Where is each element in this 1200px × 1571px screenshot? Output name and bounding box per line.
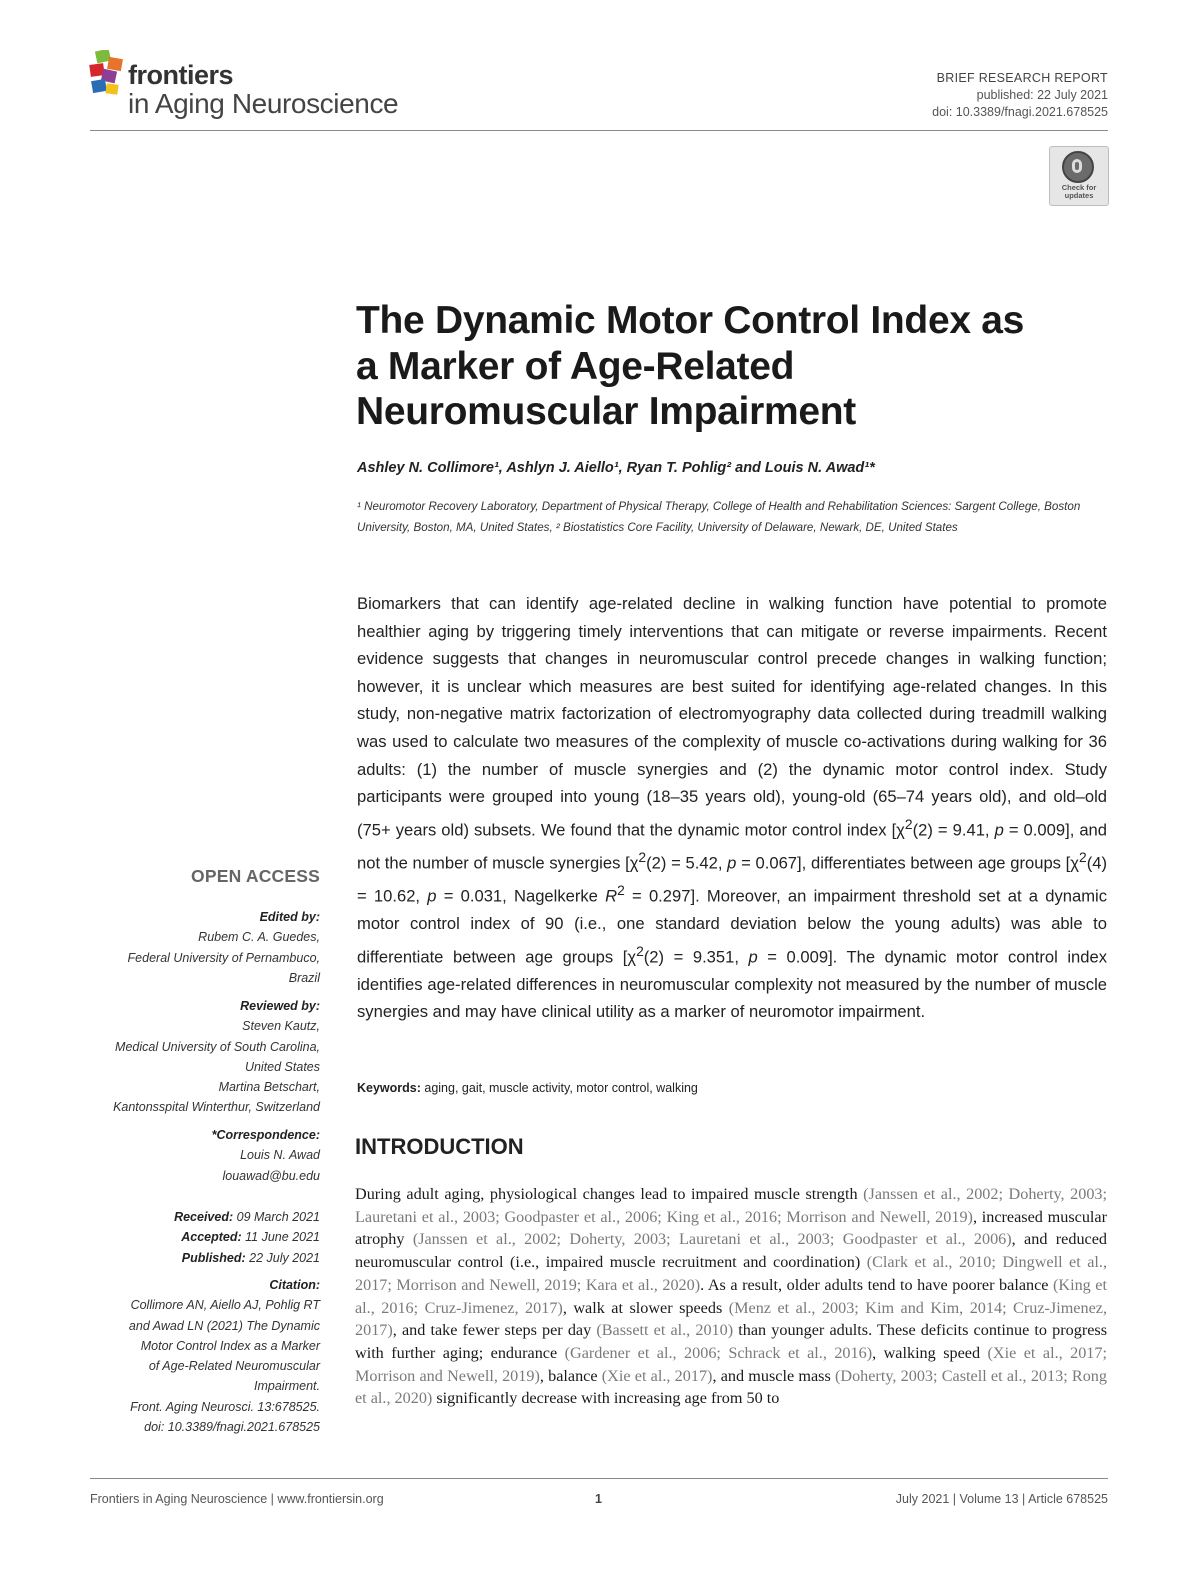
abstract-text: (4) = 10.62, [357, 853, 1107, 906]
intro-text: , walk at slower speeds [562, 1298, 729, 1317]
received-line [174, 1207, 320, 1227]
keywords-label: Keywords: [357, 1081, 421, 1095]
accepted-line [174, 1227, 320, 1247]
introduction-body [355, 1183, 1107, 1410]
abstract-text: (2) = 9.41, [912, 820, 995, 840]
abstract-text: Biomarkers that can identify age-related decline in walking function have potential to promote healthier aging by triggering timely interventions that can mitigate or reverse impairments. Recent evidence suggests that changes in neuromuscular control precede changes in walking function; however, it is unclear which measures are best suited for identifying age-related changes. In this study, non-negative matrix factorization of electromyography data collected during treadmill walking was used to calculate two measures of the complexity of muscle co-activations during walking for 36 adults: (1) the number of muscle synergies and (2) the dynamic motor control index. Study participants were grouped into young (18–35 years old), young-old (65–74 years old), and old–old (75+ years old) subsets. We found that the dynamic motor control index [χ [357, 594, 1107, 840]
intro-text: , and reduced neuromuscular control (i.e., impaired muscle recruitment and coordination) [355, 1230, 1108, 1272]
r-symbol: R [605, 886, 618, 906]
correspondence-label: *Correspondence: [211, 1128, 320, 1142]
journal-name: in Aging Neuroscience [128, 88, 399, 119]
journal-logo-mark [88, 50, 128, 100]
received-label: Received: [174, 1210, 234, 1224]
citation-reference-link[interactable]: (Bassett et al., 2010) [596, 1321, 734, 1340]
abstract-text: (2) = 9.351, [643, 947, 749, 967]
page-number: 1 [595, 1492, 602, 1506]
reviewed-by-label: Reviewed by: [240, 999, 320, 1013]
keywords-list: aging, gait, muscle activity, motor control, walking [420, 1081, 698, 1095]
title-line-1: The Dynamic Motor Control Index as [356, 299, 1025, 342]
reviewer-affiliation: Kantonsspital Winterthur, Switzerland [113, 1100, 320, 1115]
abstract-text: = 0.067], differentiates between age groups [χ [736, 853, 1080, 873]
citation-reference-link[interactable]: (Gardener et al., 2006; Schrack et al., 2016) [564, 1343, 873, 1362]
title-line-3: Neuromuscular Impairment [356, 390, 856, 433]
published-line: published: 22 July 2021 [976, 88, 1108, 102]
p-symbol: p [994, 820, 1004, 840]
published-label: Published: [181, 1250, 246, 1265]
received-date: 09 March 2021 [233, 1210, 320, 1224]
abstract-text: = 0.009], and not the number of muscle synergies [χ [357, 820, 1108, 873]
doi-line[interactable]: doi: 10.3389/fnagi.2021.678525 [932, 105, 1108, 119]
update-icon [1062, 151, 1094, 183]
citation-reference-link[interactable]: (Doherty, 2003; Castell et al., 2013; Rong et al., 2020) [355, 1366, 1107, 1408]
article-meta-header [932, 70, 1108, 121]
intro-text: , and muscle mass [712, 1366, 835, 1385]
author-list: Ashley N. Collimore¹, Ashlyn J. Aiello¹, Ryan T. Pohlig² and Louis N. Awad¹* [357, 460, 875, 476]
published-date: 22 July 2021 [245, 1250, 320, 1265]
superscript: 2 [638, 848, 647, 865]
editor-block [128, 907, 320, 988]
published-line [174, 1248, 320, 1268]
citation-line: Front. Aging Neurosci. 13:678525. [130, 1399, 320, 1414]
superscript: 2 [904, 815, 913, 832]
affiliations: ¹ Neuromotor Recovery Laboratory, Department of Physical Therapy, College of Health and Rehabilitation Sciences: Sargent College, Boston University, Boston, MA, United States, ² Biostatistics Core Facility, University of Delaware, Newark, DE, United States [357, 500, 1081, 534]
citation-reference-link[interactable]: (Xie et al., 2017) [601, 1366, 713, 1385]
reviewer-affiliation: Medical University of South Carolina, [115, 1039, 320, 1054]
editor-name: Rubem C. A. Guedes, [198, 930, 320, 945]
intro-text: , balance [539, 1366, 602, 1385]
abstract-text: = 0.031, Nagelkerke [436, 886, 606, 906]
correspondence-block [212, 1125, 320, 1186]
citation-reference-link[interactable]: (Janssen et al., 2002; Doherty, 2003; Lauretani et al., 2003; Goodpaster et al., 2006) [412, 1230, 1012, 1249]
footer-issue-info: July 2021 | Volume 13 | Article 678525 [895, 1492, 1108, 1506]
reviewer-name: Martina Betschart, [218, 1080, 320, 1095]
p-symbol: p [427, 886, 437, 906]
editor-affiliation: Federal University of Pernambuco, [127, 950, 320, 965]
abstract-text: = 0.297]. Moreover, an impairment threshold set at a dynamic motor control index of 90 (i.e., one standard deviation below the young adults) was able to differentiate between age groups [χ [357, 886, 1108, 967]
footer-rule [90, 1478, 1108, 1479]
accepted-label: Accepted: [181, 1230, 242, 1245]
reviewer-block [113, 996, 320, 1118]
citation-reference-link[interactable]: (Janssen et al., 2002; Doherty, 2003; Lauretani et al., 2003; Goodpaster et al., 2006; King et al., 2016; Morrison and Newell, 2019) [355, 1185, 1107, 1226]
open-access-label: OPEN ACCESS [191, 866, 320, 886]
editor-affiliation: Brazil [288, 970, 320, 985]
accepted-date: 11 June 2021 [241, 1230, 320, 1245]
keywords [357, 1081, 1107, 1095]
p-symbol: p [727, 853, 737, 873]
citation-line: and Awad LN (2021) The Dynamic [128, 1318, 320, 1333]
citation-reference-link[interactable]: (King et al., 2016; Cruz-Jimenez, 2017) [355, 1275, 1107, 1317]
citation-line: Impairment. [254, 1379, 320, 1394]
reviewer-affiliation: United States [244, 1059, 320, 1074]
citation-line: of Age-Related Neuromuscular [148, 1359, 320, 1374]
dates-block [174, 1207, 320, 1268]
introduction-heading: INTRODUCTION [355, 1134, 524, 1159]
footer-journal-link[interactable]: Frontiers in Aging Neuroscience | www.frontiersin.org [90, 1492, 384, 1506]
article-title [356, 298, 1116, 435]
intro-text: than younger adults. These deficits continue to progress with further aging; endurance [355, 1321, 1108, 1362]
intro-text: , and take fewer steps per day [392, 1321, 597, 1340]
intro-text: . As a result, older adults tend to have poorer balance [700, 1275, 1053, 1294]
superscript: 2 [617, 882, 625, 898]
p-symbol: p [748, 947, 758, 967]
header-rule [90, 130, 1108, 131]
check-for-updates-button[interactable] [1049, 146, 1109, 206]
citation-reference-link[interactable]: (Xie et al., 2017; Morrison and Newell, 2019) [355, 1343, 1107, 1385]
frontiers-logo-text: frontiers [128, 60, 234, 90]
title-line-2: a Marker of Age-Related [356, 344, 795, 388]
citation-label: Citation: [269, 1278, 320, 1292]
citation-line: Motor Control Index as a Marker [140, 1338, 320, 1353]
abstract-text: = 0.009]. The dynamic motor control index identifies age-related differences in neuromuscular complexity not measured by the number of muscle synergies and may have clinical utility as a marker of neuromotor impairment. [357, 947, 1107, 1022]
citation-block [129, 1275, 320, 1437]
citation-reference-link[interactable]: (Menz et al., 2003; Kim and Kim, 2014; Cruz-Jimenez, 2017) [355, 1298, 1107, 1340]
correspondence-name: Louis N. Awad [240, 1148, 320, 1163]
intro-text: During adult aging, physiological changes lead to impaired muscle strength [355, 1185, 864, 1203]
correspondence-email[interactable]: louawad@bu.edu [222, 1168, 320, 1183]
report-type: BRIEF RESEARCH REPORT [936, 71, 1108, 85]
citation-line: Collimore AN, Aiello AJ, Pohlig RT [130, 1298, 320, 1313]
superscript: 2 [636, 942, 644, 959]
intro-text: , walking speed [872, 1343, 988, 1362]
citation-reference-link[interactable]: (Clark et al., 2010; Dingwell et al., 2017; Morrison and Newell, 2019; Kara et al., 2020) [355, 1253, 1107, 1294]
reviewer-name: Steven Kautz, [242, 1019, 320, 1034]
intro-text: , increased muscular atrophy [355, 1207, 1108, 1249]
edited-by-label: Edited by: [259, 910, 320, 924]
intro-text: significantly decrease with increasing age from 50 to [432, 1389, 780, 1408]
check-for-updates-label: Check for updates [1061, 183, 1097, 200]
citation-line[interactable]: doi: 10.3389/fnagi.2021.678525 [144, 1420, 320, 1435]
abstract-text: (2) = 5.42, [646, 853, 728, 873]
abstract [357, 590, 1107, 1026]
superscript: 2 [1079, 848, 1087, 865]
